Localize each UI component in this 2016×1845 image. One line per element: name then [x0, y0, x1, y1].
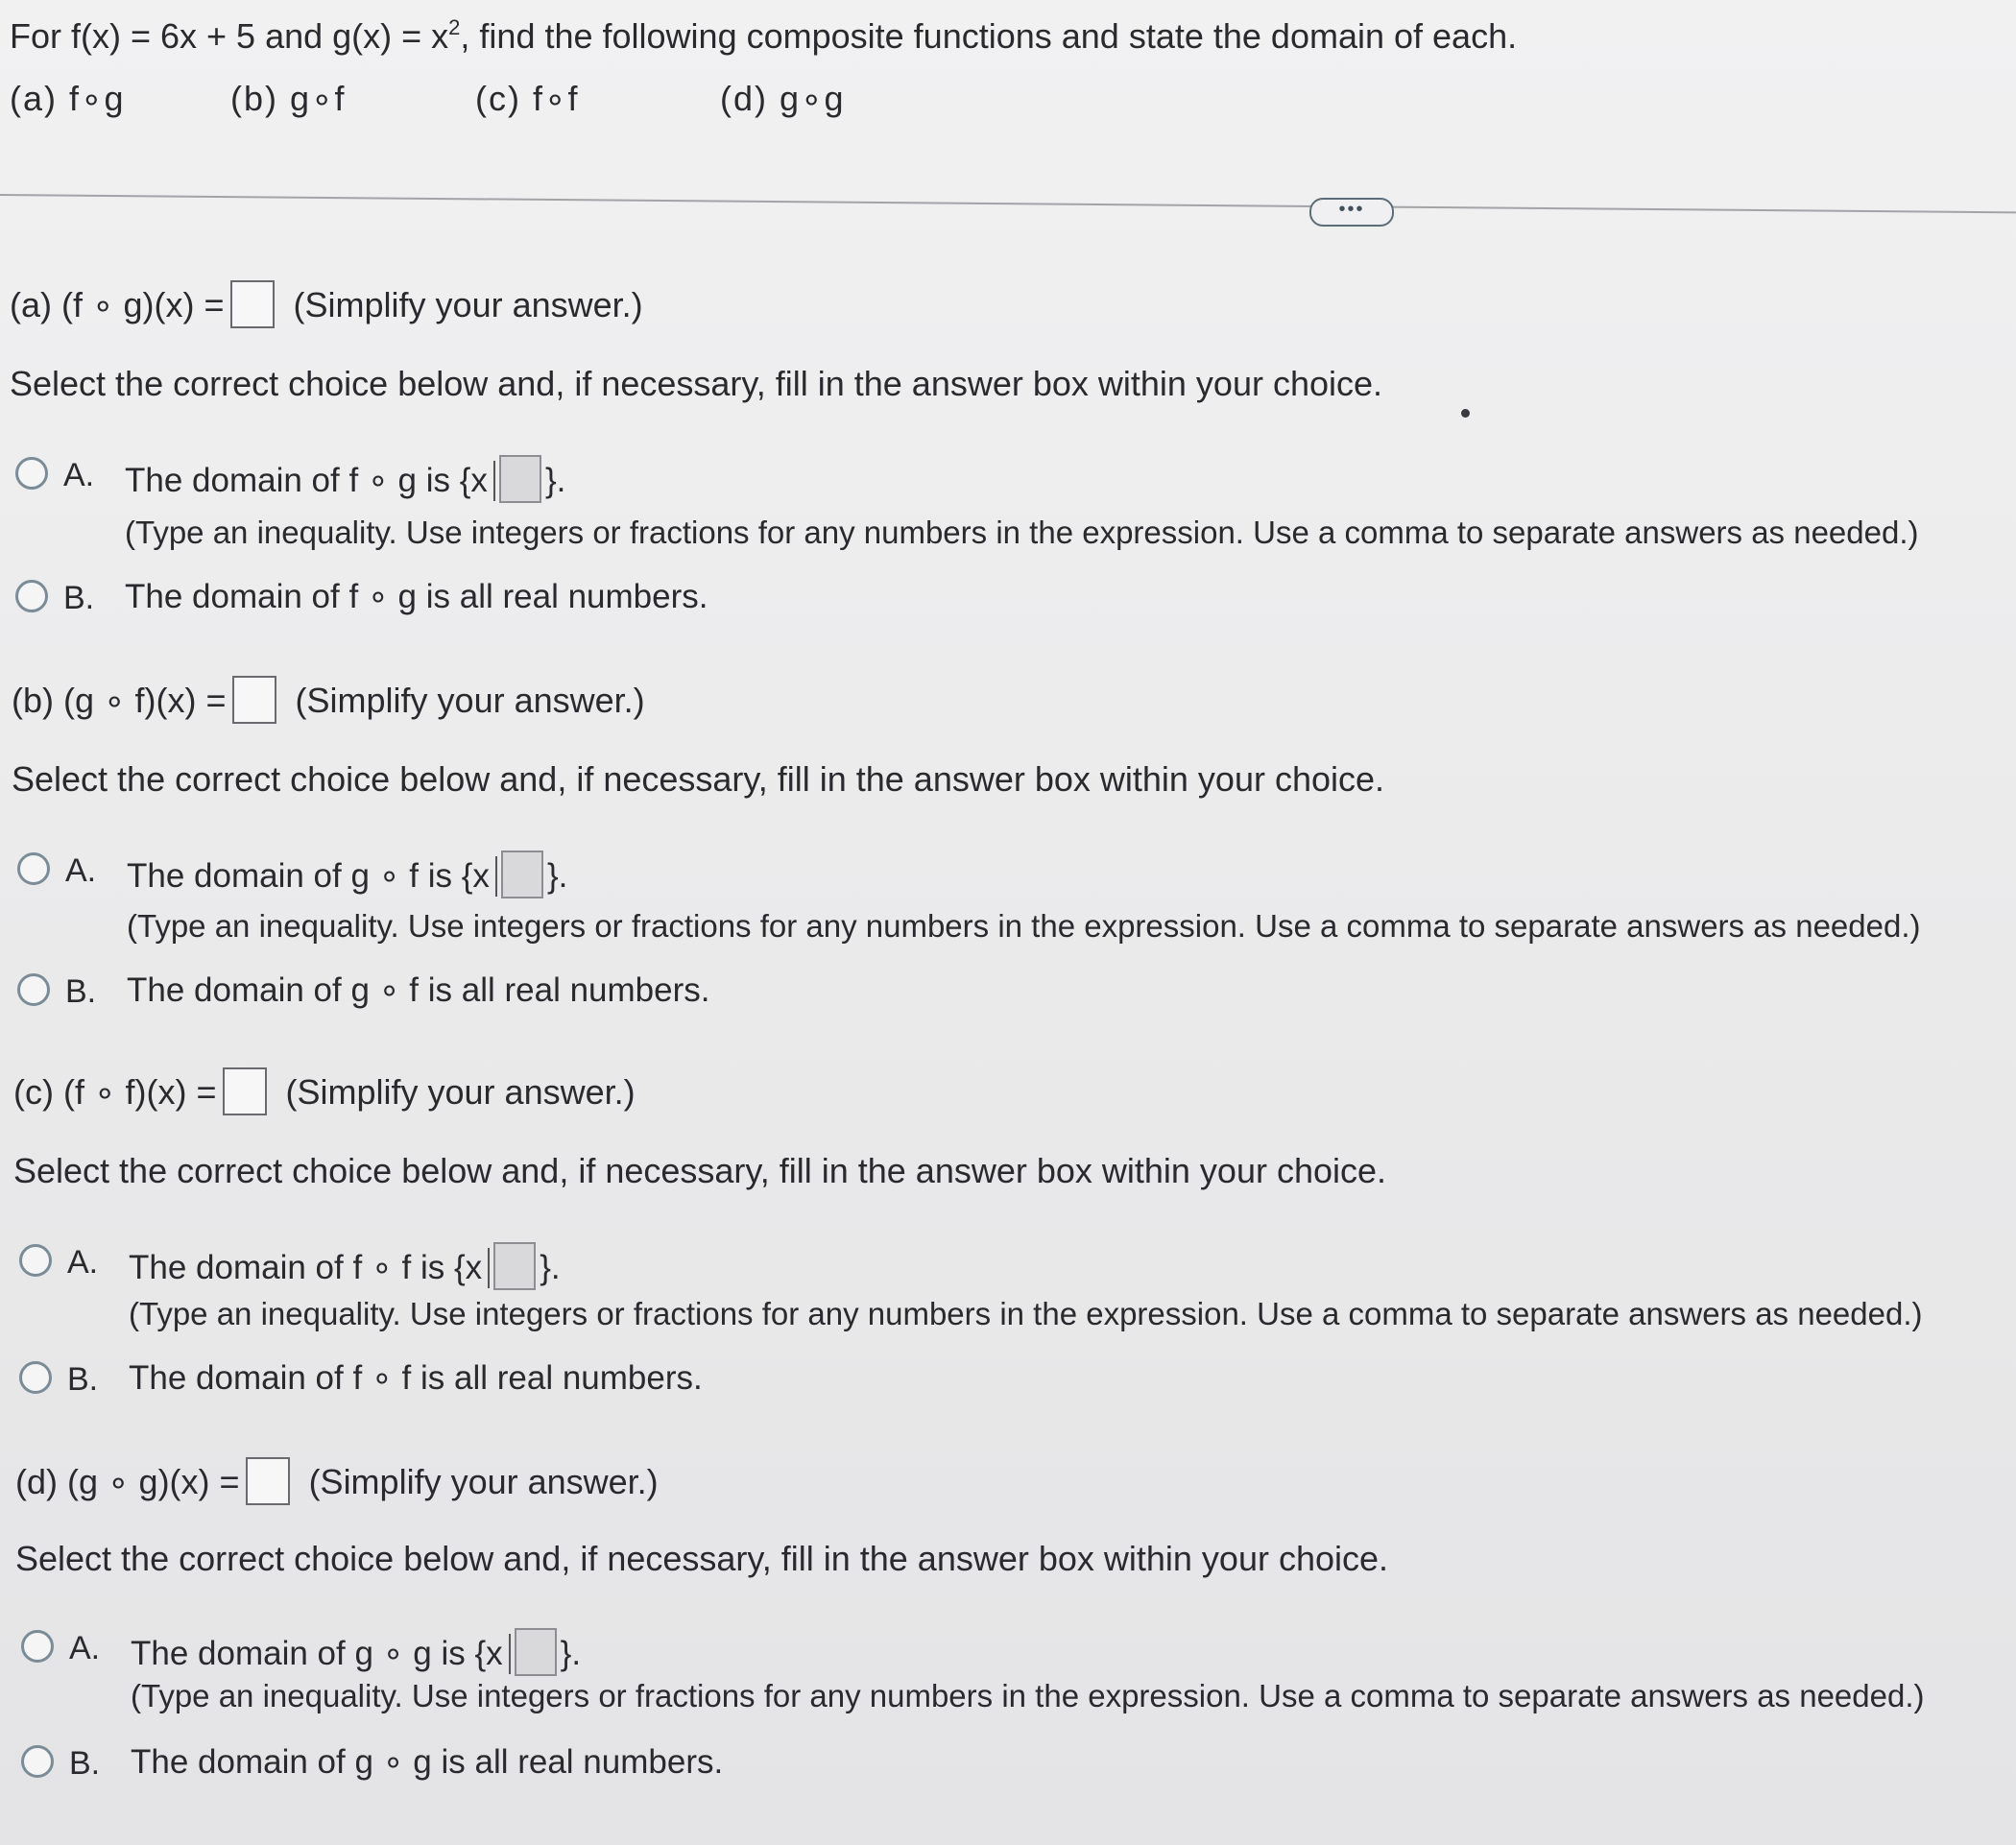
section-c-hint: (Type an inequality. Use integers or fractions for any numbers in the expression. Use a comma to separate answers as needed.) — [129, 1296, 1923, 1331]
section-c-simplify: (Simplify your answer.) — [285, 1072, 636, 1112]
section-d-choice-b: The domain of g ∘ g is all real numbers. — [131, 1743, 724, 1781]
stray-dot — [1461, 409, 1470, 418]
section-a-radio-a[interactable] — [15, 457, 48, 490]
section-c-choice-a — [129, 1242, 561, 1290]
section-a-prompt: (a) (f ∘ g)(x) = — [10, 285, 225, 324]
section-d-prompt: (d) (g ∘ g)(x) = — [15, 1462, 240, 1501]
section-d-simplify: (Simplify your answer.) — [308, 1462, 659, 1501]
part-d-label: (d) g∘g — [720, 79, 846, 118]
section-d-answer-box[interactable] — [246, 1457, 290, 1505]
set-bar — [493, 461, 495, 501]
section-d-radio-b[interactable] — [21, 1745, 54, 1778]
section-b-radio-b[interactable] — [17, 973, 50, 1006]
section-a-letter-a: A. — [63, 457, 95, 493]
section-a-letter-b: B. — [63, 580, 95, 616]
section-b-choice-b: The domain of g ∘ f is all real numbers. — [127, 971, 710, 1009]
section-c-prompt-line — [13, 1067, 636, 1115]
section-b-radio-a[interactable] — [17, 852, 50, 885]
set-bar — [509, 1634, 511, 1674]
section-b-domain-input[interactable] — [501, 851, 543, 899]
section-c-radio-a[interactable] — [19, 1244, 52, 1277]
section-b-simplify: (Simplify your answer.) — [295, 681, 645, 720]
section-a-choice-a-end: }. — [544, 462, 566, 499]
section-c-letter-a: A. — [67, 1244, 99, 1281]
section-b-letter-b: B. — [65, 973, 97, 1010]
section-c-radio-b[interactable] — [19, 1361, 52, 1394]
section-c-choice-b: The domain of f ∘ f is all real numbers. — [129, 1359, 703, 1397]
section-c-choice-a-end: }. — [540, 1249, 561, 1286]
section-d-prompt-line — [15, 1457, 659, 1505]
section-b-select: Select the correct choice below and, if necessary, fill in the answer box within your choice. — [12, 759, 1385, 799]
section-a-choice-a — [125, 455, 565, 503]
problem-statement — [10, 15, 1517, 58]
more-button[interactable]: ••• — [1309, 198, 1394, 227]
section-a-domain-input[interactable] — [499, 455, 541, 503]
section-d-choice-a-text: The domain of g ∘ g is {x — [131, 1635, 503, 1672]
section-d-letter-a: A. — [69, 1630, 101, 1666]
section-a-simplify: (Simplify your answer.) — [293, 285, 643, 324]
section-b-choice-a-text: The domain of g ∘ f is {x — [127, 857, 490, 895]
section-b-prompt: (b) (g ∘ f)(x) = — [12, 681, 227, 720]
section-b-choice-a — [127, 851, 567, 899]
problem-prefix: For f(x) = 6x + 5 and g(x) = x — [10, 16, 449, 56]
part-b-label: (b) g∘f — [230, 79, 347, 118]
section-a-select: Select the correct choice below and, if necessary, fill in the answer box within your choice. — [10, 364, 1383, 403]
section-a-prompt-line — [10, 280, 643, 328]
section-d-choice-a-end: }. — [560, 1635, 582, 1672]
section-c-letter-b: B. — [67, 1361, 99, 1398]
section-a-hint: (Type an inequality. Use integers or fractions for any numbers in the expression. Use a comma to separate answers as needed.) — [125, 515, 1919, 550]
section-c-answer-box[interactable] — [223, 1067, 267, 1115]
section-a-choice-b: The domain of f ∘ g is all real numbers. — [125, 578, 708, 615]
set-bar — [495, 856, 497, 897]
section-c-domain-input[interactable] — [493, 1242, 536, 1290]
problem-suffix: , find the following composite functions and state the domain of each. — [460, 16, 1518, 56]
section-c-select: Select the correct choice below and, if necessary, fill in the answer box within your choice. — [13, 1151, 1387, 1190]
section-d-select: Select the correct choice below and, if necessary, fill in the answer box within your choice. — [15, 1539, 1389, 1578]
section-d-choice-a — [131, 1628, 581, 1676]
section-b-hint: (Type an inequality. Use integers or fractions for any numbers in the expression. Use a comma to separate answers as needed.) — [127, 908, 1921, 944]
section-b-prompt-line — [12, 676, 645, 724]
section-c-choice-a-text: The domain of f ∘ f is {x — [129, 1249, 483, 1286]
section-b-answer-box[interactable] — [232, 676, 276, 724]
divider — [0, 194, 2016, 213]
part-c-label: (c) f∘f — [475, 79, 580, 118]
section-a-answer-box[interactable] — [230, 280, 275, 328]
section-d-domain-input[interactable] — [515, 1628, 557, 1676]
section-b-choice-a-end: }. — [546, 857, 568, 895]
section-d-hint: (Type an inequality. Use integers or fractions for any numbers in the expression. Use a comma to separate answers as needed.) — [131, 1678, 1925, 1713]
problem-exponent: 2 — [448, 15, 461, 39]
section-a-radio-b[interactable] — [15, 580, 48, 612]
section-d-letter-b: B. — [69, 1745, 101, 1782]
section-d-radio-a[interactable] — [21, 1630, 54, 1663]
section-a-choice-a-text: The domain of f ∘ g is {x — [125, 462, 488, 499]
section-c-prompt: (c) (f ∘ f)(x) = — [13, 1072, 217, 1112]
set-bar — [488, 1248, 490, 1288]
section-b-letter-a: A. — [65, 852, 97, 889]
part-a-label: (a) f∘g — [10, 79, 126, 118]
